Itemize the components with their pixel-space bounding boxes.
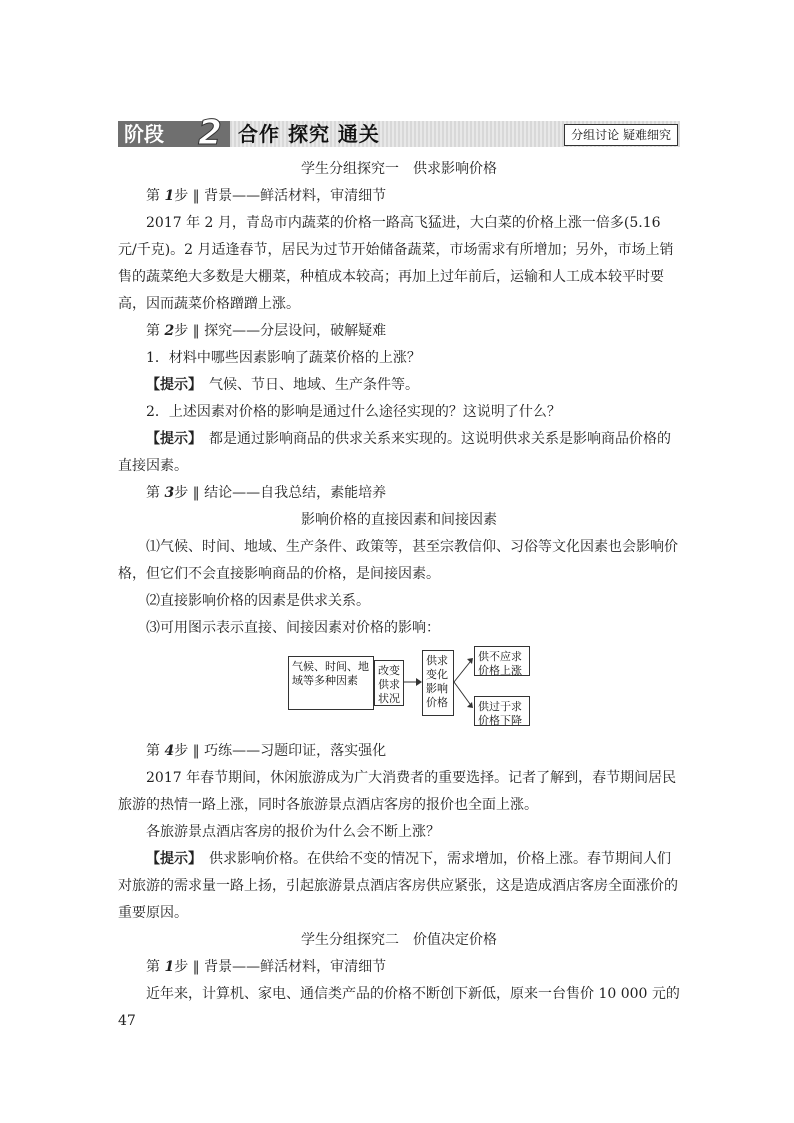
indirect-factors-box: 气候、时间、地域等多种因素 bbox=[288, 656, 374, 710]
stage-label: 阶段 bbox=[118, 121, 230, 147]
conclusion-title: 影响价格的直接因素和间接因素 bbox=[301, 512, 497, 528]
step-number: 4 bbox=[164, 743, 175, 759]
material-paragraph: 2017 年 2 月，青岛市内蔬菜的价格一路高飞猛进，大白菜的价格上涨一倍多(5.16 元/千克)。2 月适逢春节，居民为过节开始储备蔬菜，市场需求有所增加；另外，市场上销售的蔬菜绝大多数是大棚菜，种植成本较高；再加上过年前后，运输和人工成本较平时要高，因而蔬菜价格蹭蹭上涨。 bbox=[118, 215, 674, 312]
section2-title: 学生分组探究二 价值决定价格 bbox=[301, 932, 497, 948]
step-text: 步 ‖ 背景——鲜活材料，审清细节 bbox=[174, 959, 387, 975]
step-prefix: 第 bbox=[146, 485, 165, 501]
conclusion-1: ⑴气候、时间、地域、生产条件、政策等，甚至宗教信仰、习俗等文化因素也会影响价格，但它们不会直接影响商品的价格，是间接因素。 bbox=[118, 539, 678, 582]
section1-title: 学生分组探究一 供求影响价格 bbox=[301, 161, 497, 177]
step-number: 2 bbox=[164, 323, 175, 339]
step-text: 步 ‖ 探究——分层设问，破解疑难 bbox=[174, 323, 387, 339]
step2-heading bbox=[118, 318, 680, 345]
price-influence-box: 供求变化影响价格 bbox=[422, 650, 454, 716]
arrow-head-4 bbox=[467, 702, 473, 708]
section2-material: 近年来，计算机、家电、通信类产品的价格不断创下新低，原来一台售价 10 000 元的 47 bbox=[118, 986, 680, 1029]
hint-text: 供求影响价格。在供给不变的情况下，需求增加，价格上涨。春节期间人们对旅游的需求量一路上扬，引起旅游景点酒店客房供应紧张，这是造成酒店客房全面涨价的重要原因。 bbox=[118, 851, 678, 921]
arrow-head-3 bbox=[467, 658, 473, 664]
answer-2 bbox=[118, 426, 680, 480]
arrow-line-4 bbox=[454, 682, 470, 704]
step3-heading bbox=[118, 480, 680, 507]
price-factor-diagram bbox=[118, 646, 680, 732]
question-1: 1．材料中哪些因素影响了蔬菜价格的上涨？ bbox=[146, 350, 421, 366]
answer-1 bbox=[118, 372, 680, 399]
step-text: 步 ‖ 背景——鲜活材料，审清细节 bbox=[174, 188, 387, 204]
step-prefix: 第 bbox=[146, 188, 165, 204]
surplus-price-fall-box: 供过于求价格下降 bbox=[474, 696, 530, 726]
header-tag: 分组讨论 疑难细究 bbox=[564, 124, 678, 146]
step-number: 3 bbox=[164, 485, 175, 501]
step-number: 1 bbox=[164, 188, 175, 204]
step1-heading bbox=[118, 183, 680, 210]
document-body bbox=[118, 156, 680, 1035]
practice-paragraph: 2017 年春节期间，休闲旅游成为广大消费者的重要选择。记者了解到，春节期间居民旅游的热情一路上涨，同时各旅游景点酒店客房的报价也全面上涨。 bbox=[118, 770, 677, 813]
arrow-line-3 bbox=[454, 662, 470, 682]
step-text: 步 ‖ 结论——自我总结，素能培养 bbox=[174, 485, 387, 501]
hint-label: 【提示】 bbox=[146, 851, 195, 867]
hint-text: 气候、节日、地域、生产条件等。 bbox=[195, 377, 419, 393]
hint-text: 都是通过影响商品的供求关系来实现的。这说明供求关系是影响商品价格的直接因素。 bbox=[118, 431, 671, 474]
step-prefix: 第 bbox=[146, 743, 165, 759]
hint-label: 【提示】 bbox=[146, 431, 195, 447]
step-number: 1 bbox=[164, 959, 175, 975]
step4-heading bbox=[118, 738, 680, 765]
step-text: 步 ‖ 巧练——习题印证，落实强化 bbox=[174, 743, 387, 759]
supply-demand-change-box: 改变供求状况 bbox=[374, 660, 404, 706]
question-2: 2．上述因素对价格的影响是通过什么途径实现的？这说明了什么？ bbox=[146, 404, 561, 420]
conclusion-3: ⑶可用图示表示直接、间接因素对价格的影响： bbox=[146, 620, 440, 636]
step-prefix: 第 bbox=[146, 959, 165, 975]
answer-3 bbox=[118, 846, 680, 927]
shortage-price-rise-box: 供不应求价格上涨 bbox=[474, 646, 530, 676]
section-header bbox=[118, 113, 680, 153]
step-prefix: 第 bbox=[146, 323, 165, 339]
stage-number: 2 bbox=[198, 113, 222, 153]
practice-question: 各旅游景点酒店客房的报价为什么会不断上涨？ bbox=[146, 824, 440, 840]
conclusion-2: ⑵直接影响价格的因素是供求关系。 bbox=[146, 593, 370, 609]
section2-step1-heading bbox=[118, 954, 680, 981]
hint-label: 【提示】 bbox=[146, 377, 195, 393]
header-title: 合作 探究 通关 bbox=[238, 122, 380, 146]
